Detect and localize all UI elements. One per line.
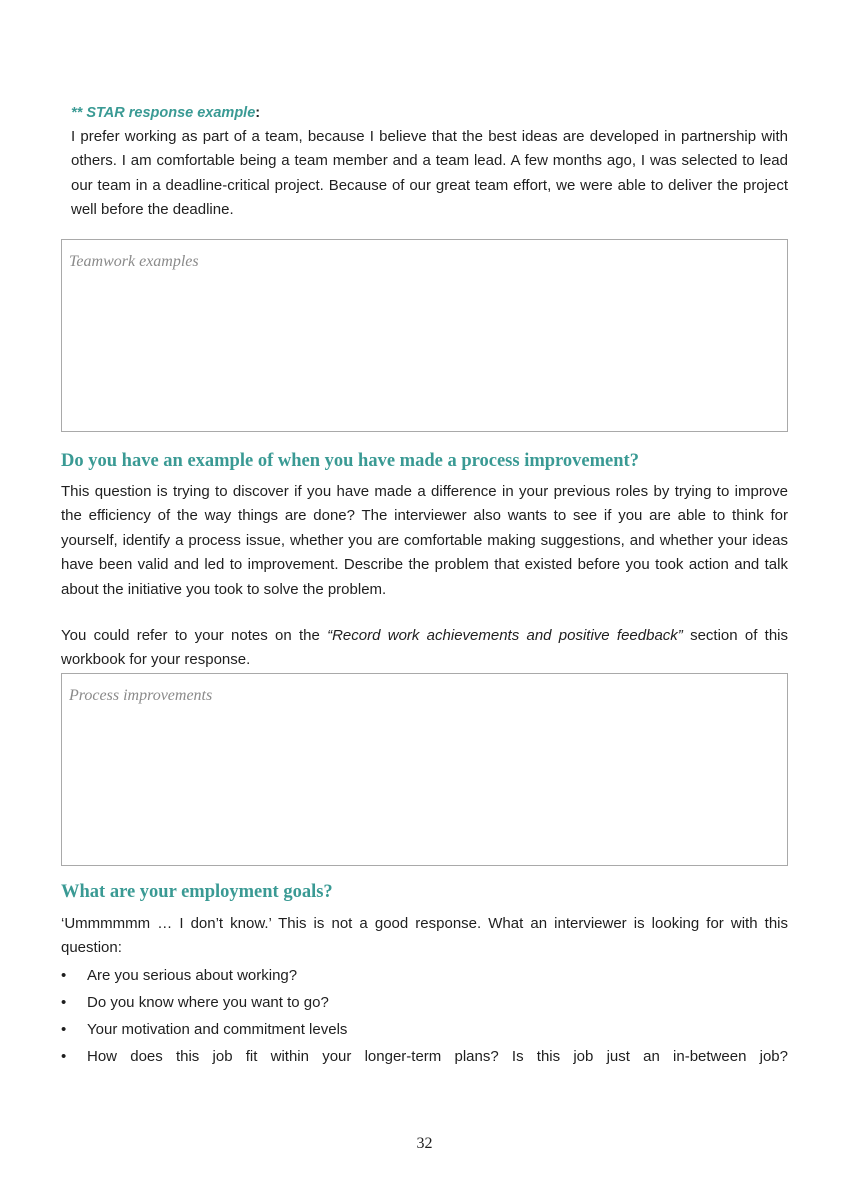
page-number: 32 bbox=[416, 1135, 433, 1152]
list-item bbox=[61, 1016, 788, 1043]
reference-section-title: “Record work achievements and positive feedback” bbox=[327, 627, 683, 644]
employment-goals-intro: ‘Ummmmmm … I don’t know.’ This is not a good response. What an interviewer is looking for with this question: bbox=[61, 915, 788, 957]
process-improvement-description: This question is trying to discover if you have made a difference in your previous roles by trying to improve the efficiency of the way things are done? The interviewer also wants to see if you are able to think for yourself, identify a process issue, whether you are comfortable making suggestions, and whether your ideas have been valid and led to improvement. Describe the problem that existed before you took action and talk about the initiative you took to solve the problem. bbox=[61, 483, 788, 598]
teamwork-examples-placeholder: Teamwork examples bbox=[69, 253, 199, 270]
list-item-text: Are you serious about working? bbox=[87, 967, 298, 984]
process-improvement-heading: Do you have an example of when you have made a process improvement? bbox=[61, 451, 639, 471]
process-improvements-placeholder: Process improvements bbox=[69, 687, 213, 704]
teamwork-examples-field[interactable] bbox=[61, 239, 788, 432]
process-improvement-reference bbox=[61, 624, 788, 673]
reference-text-after: section of this workbook for your response. bbox=[61, 627, 788, 669]
bullet-icon: • bbox=[61, 1048, 67, 1065]
star-example-label-text: ** STAR response example bbox=[71, 105, 256, 121]
bullet-icon: • bbox=[61, 1021, 67, 1038]
list-item bbox=[61, 989, 788, 1016]
list-item-text: Do you know where you want to go? bbox=[87, 994, 329, 1011]
list-item bbox=[61, 962, 788, 989]
employment-goals-list bbox=[61, 962, 788, 1070]
list-item-text: Your motivation and commitment levels bbox=[87, 1021, 348, 1038]
star-example-label-colon: : bbox=[255, 105, 261, 121]
bullet-icon: • bbox=[61, 967, 67, 984]
list-item bbox=[61, 1043, 788, 1070]
star-example-text: I prefer working as part of a team, because I believe that the best ideas are developed in partnership with others. I am comfortable being a team member and a team lead. A few months ago, I was selected to lead our team in a deadline-critical project. Because of our great team effort, we were able to deliver the project well before the deadline. bbox=[71, 128, 788, 219]
reference-text-before: You could refer to your notes on the bbox=[61, 627, 328, 644]
employment-goals-heading: What are your employment goals? bbox=[61, 882, 333, 902]
star-example-label bbox=[71, 105, 260, 121]
bullet-icon: • bbox=[61, 994, 67, 1011]
process-improvements-field[interactable] bbox=[61, 673, 788, 866]
list-item-text: How does this job fit within your longer-term plans? Is this job just an in-between job? bbox=[87, 1048, 788, 1065]
